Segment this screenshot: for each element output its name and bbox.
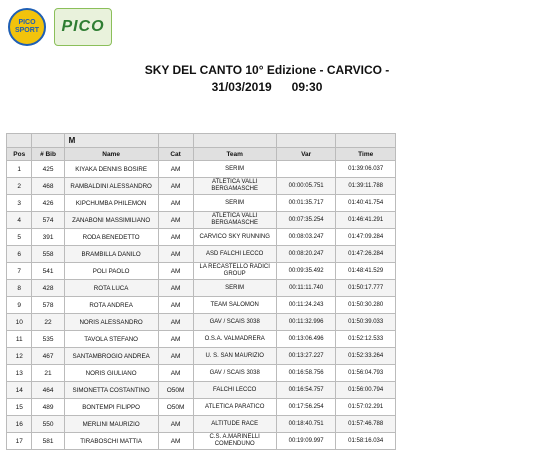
- team-cell: O.S.A. VALMADRERA: [193, 331, 276, 348]
- page-title: SKY DEL CANTO 10° Edizione - CARVICO -: [144, 63, 390, 77]
- gap-cell: 00:19:09.997: [276, 433, 336, 450]
- name-cell: BRAMBILLA DANILO: [64, 246, 158, 263]
- column-header: Time: [336, 148, 396, 161]
- time-cell: 01:56:00.794: [336, 382, 396, 399]
- time-cell: 01:46:41.291: [336, 212, 396, 229]
- category-blank: [276, 134, 336, 148]
- team-cell: GAV / SCAIS 3038: [193, 365, 276, 382]
- category-blank: [336, 134, 396, 148]
- category-cell: AM: [158, 161, 193, 178]
- position-cell: 4: [7, 212, 32, 229]
- team-cell: ATLETICA VALLI BERGAMASCHE: [193, 212, 276, 229]
- team-cell: ATLETICA PARATICO: [193, 399, 276, 416]
- table-row: [7, 280, 396, 297]
- table-row: [7, 212, 396, 229]
- name-cell: ROTA LUCA: [64, 280, 158, 297]
- column-header: Var: [276, 148, 336, 161]
- position-cell: 14: [7, 382, 32, 399]
- position-cell: 15: [7, 399, 32, 416]
- bib-cell: 391: [32, 229, 64, 246]
- category-cell: AM: [158, 416, 193, 433]
- gap-cell: 00:16:58.756: [276, 365, 336, 382]
- name-cell: RAMBALDINI ALESSANDRO: [64, 178, 158, 195]
- table-row: [7, 365, 396, 382]
- category-cell: AM: [158, 246, 193, 263]
- time-cell: 01:39:06.037: [336, 161, 396, 178]
- category-cell: AM: [158, 212, 193, 229]
- team-cell: ALTITUDE RACE: [193, 416, 276, 433]
- table-row: [7, 246, 396, 263]
- gap-cell: [276, 161, 336, 178]
- table-row: [7, 314, 396, 331]
- position-cell: 8: [7, 280, 32, 297]
- team-cell: CARVICO SKY RUNNING: [193, 229, 276, 246]
- table-row: [7, 399, 396, 416]
- time-cell: 01:58:16.034: [336, 433, 396, 450]
- logo-text-line2: SPORT: [14, 27, 40, 34]
- name-cell: KIPCHUMBA PHILEMON: [64, 195, 158, 212]
- category-row: [7, 134, 396, 148]
- bib-cell: 468: [32, 178, 64, 195]
- team-cell: C.S. A.MARINELLI COMENDUNO: [193, 433, 276, 450]
- time-cell: 01:50:39.033: [336, 314, 396, 331]
- table-row: [7, 297, 396, 314]
- gap-cell: 00:11:32.996: [276, 314, 336, 331]
- bib-cell: 535: [32, 331, 64, 348]
- name-cell: RODA BENEDETTO: [64, 229, 158, 246]
- gap-cell: 00:16:54.757: [276, 382, 336, 399]
- position-cell: 11: [7, 331, 32, 348]
- table-row: [7, 416, 396, 433]
- bib-cell: 428: [32, 280, 64, 297]
- bib-cell: 464: [32, 382, 64, 399]
- pico-sport-logo: [8, 8, 46, 46]
- time-cell: 01:56:04.793: [336, 365, 396, 382]
- results-table: [6, 133, 396, 450]
- position-cell: 10: [7, 314, 32, 331]
- category-cell: O50M: [158, 382, 193, 399]
- team-cell: TEAM SALOMON: [193, 297, 276, 314]
- bib-cell: 467: [32, 348, 64, 365]
- time-cell: 01:52:12.533: [336, 331, 396, 348]
- position-cell: 1: [7, 161, 32, 178]
- team-cell: LA RECASTELLO RADICI GROUP: [193, 263, 276, 280]
- gap-cell: 00:08:20.247: [276, 246, 336, 263]
- position-cell: 5: [7, 229, 32, 246]
- name-cell: TIRABOSCHI MATTIA: [64, 433, 158, 450]
- position-cell: 3: [7, 195, 32, 212]
- table-row: [7, 178, 396, 195]
- category-cell: AM: [158, 348, 193, 365]
- gap-cell: 00:17:56.254: [276, 399, 336, 416]
- name-cell: ZANABONI MASSIMILIANO: [64, 212, 158, 229]
- race-date: 31/03/2019: [211, 80, 272, 94]
- bib-cell: 581: [32, 433, 64, 450]
- category-cell: AM: [158, 433, 193, 450]
- gap-cell: 00:09:35.492: [276, 263, 336, 280]
- table-row: [7, 229, 396, 246]
- category-cell: AM: [158, 178, 193, 195]
- category-cell: AM: [158, 195, 193, 212]
- time-cell: 01:50:30.280: [336, 297, 396, 314]
- gap-cell: 00:13:06.496: [276, 331, 336, 348]
- name-cell: SIMONETTA COSTANTINO: [64, 382, 158, 399]
- position-cell: 6: [7, 246, 32, 263]
- time-cell: 01:52:33.264: [336, 348, 396, 365]
- bib-cell: 541: [32, 263, 64, 280]
- logos: [8, 6, 112, 48]
- time-cell: 01:40:41.754: [336, 195, 396, 212]
- logo-text-line1: PICO: [18, 19, 36, 26]
- time-cell: 01:50:17.777: [336, 280, 396, 297]
- time-cell: 01:57:46.788: [336, 416, 396, 433]
- name-cell: POLI PAOLO: [64, 263, 158, 280]
- category-cell: AM: [158, 263, 193, 280]
- bib-cell: 558: [32, 246, 64, 263]
- team-cell: ATLETICA VALLI BERGAMASCHE: [193, 178, 276, 195]
- position-cell: 7: [7, 263, 32, 280]
- header-row: [7, 148, 396, 161]
- team-cell: ASD FALCHI LECCO: [193, 246, 276, 263]
- bib-cell: 426: [32, 195, 64, 212]
- category-cell: AM: [158, 365, 193, 382]
- gap-cell: 00:18:40.751: [276, 416, 336, 433]
- table-row: [7, 348, 396, 365]
- category-blank: [193, 134, 276, 148]
- category-cell: AM: [158, 229, 193, 246]
- category-cell: AM: [158, 314, 193, 331]
- name-cell: KIYAKA DENNIS BOSIRE: [64, 161, 158, 178]
- name-cell: ROTA ANDREA: [64, 297, 158, 314]
- team-cell: GAV / SCAIS 3038: [193, 314, 276, 331]
- time-cell: 01:47:09.284: [336, 229, 396, 246]
- time-cell: 01:39:11.788: [336, 178, 396, 195]
- category-cell: O50M: [158, 399, 193, 416]
- team-cell: FALCHI LECCO: [193, 382, 276, 399]
- bib-cell: 21: [32, 365, 64, 382]
- time-cell: 01:47:26.284: [336, 246, 396, 263]
- name-cell: NORIS ALESSANDRO: [64, 314, 158, 331]
- column-header: Team: [193, 148, 276, 161]
- position-cell: 2: [7, 178, 32, 195]
- table-row: [7, 331, 396, 348]
- category-blank: [158, 134, 193, 148]
- bib-cell: 22: [32, 314, 64, 331]
- gap-cell: 00:13:27.227: [276, 348, 336, 365]
- column-header: Cat: [158, 148, 193, 161]
- position-cell: 17: [7, 433, 32, 450]
- position-cell: 13: [7, 365, 32, 382]
- name-cell: TAVOLA STEFANO: [64, 331, 158, 348]
- gap-cell: 00:07:35.254: [276, 212, 336, 229]
- bib-cell: 574: [32, 212, 64, 229]
- bib-cell: 425: [32, 161, 64, 178]
- table-row: [7, 161, 396, 178]
- gap-cell: 00:08:03.247: [276, 229, 336, 246]
- results-body: [7, 161, 396, 450]
- gap-cell: 00:01:35.717: [276, 195, 336, 212]
- column-header: Pos: [7, 148, 32, 161]
- category-blank: [32, 134, 64, 148]
- name-cell: MERLINI MAURIZIO: [64, 416, 158, 433]
- name-cell: SANTAMBROGIO ANDREA: [64, 348, 158, 365]
- table-row: [7, 195, 396, 212]
- team-cell: SERIM: [193, 161, 276, 178]
- race-time: 09:30: [291, 80, 323, 94]
- name-cell: BONTEMPI FILIPPO: [64, 399, 158, 416]
- bib-cell: 489: [32, 399, 64, 416]
- gap-cell: 00:11:11.740: [276, 280, 336, 297]
- column-header: # Bib: [32, 148, 64, 161]
- category-label: M: [64, 134, 158, 148]
- team-cell: U. S. SAN MAURIZIO: [193, 348, 276, 365]
- gap-cell: 00:11:24.243: [276, 297, 336, 314]
- position-cell: 12: [7, 348, 32, 365]
- table-row: [7, 433, 396, 450]
- time-cell: 01:48:41.529: [336, 263, 396, 280]
- team-cell: SERIM: [193, 195, 276, 212]
- table-row: [7, 382, 396, 399]
- category-cell: AM: [158, 280, 193, 297]
- bib-cell: 550: [32, 416, 64, 433]
- table-row: [7, 263, 396, 280]
- team-cell: SERIM: [193, 280, 276, 297]
- bib-cell: 578: [32, 297, 64, 314]
- time-cell: 01:57:02.291: [336, 399, 396, 416]
- category-blank: [7, 134, 32, 148]
- category-cell: AM: [158, 297, 193, 314]
- pico-logo: PICO: [54, 8, 112, 46]
- column-header: Name: [64, 148, 158, 161]
- name-cell: NORIS GIULIANO: [64, 365, 158, 382]
- position-cell: 16: [7, 416, 32, 433]
- position-cell: 9: [7, 297, 32, 314]
- category-cell: AM: [158, 331, 193, 348]
- race-datetime: [0, 80, 534, 94]
- gap-cell: 00:00:05.751: [276, 178, 336, 195]
